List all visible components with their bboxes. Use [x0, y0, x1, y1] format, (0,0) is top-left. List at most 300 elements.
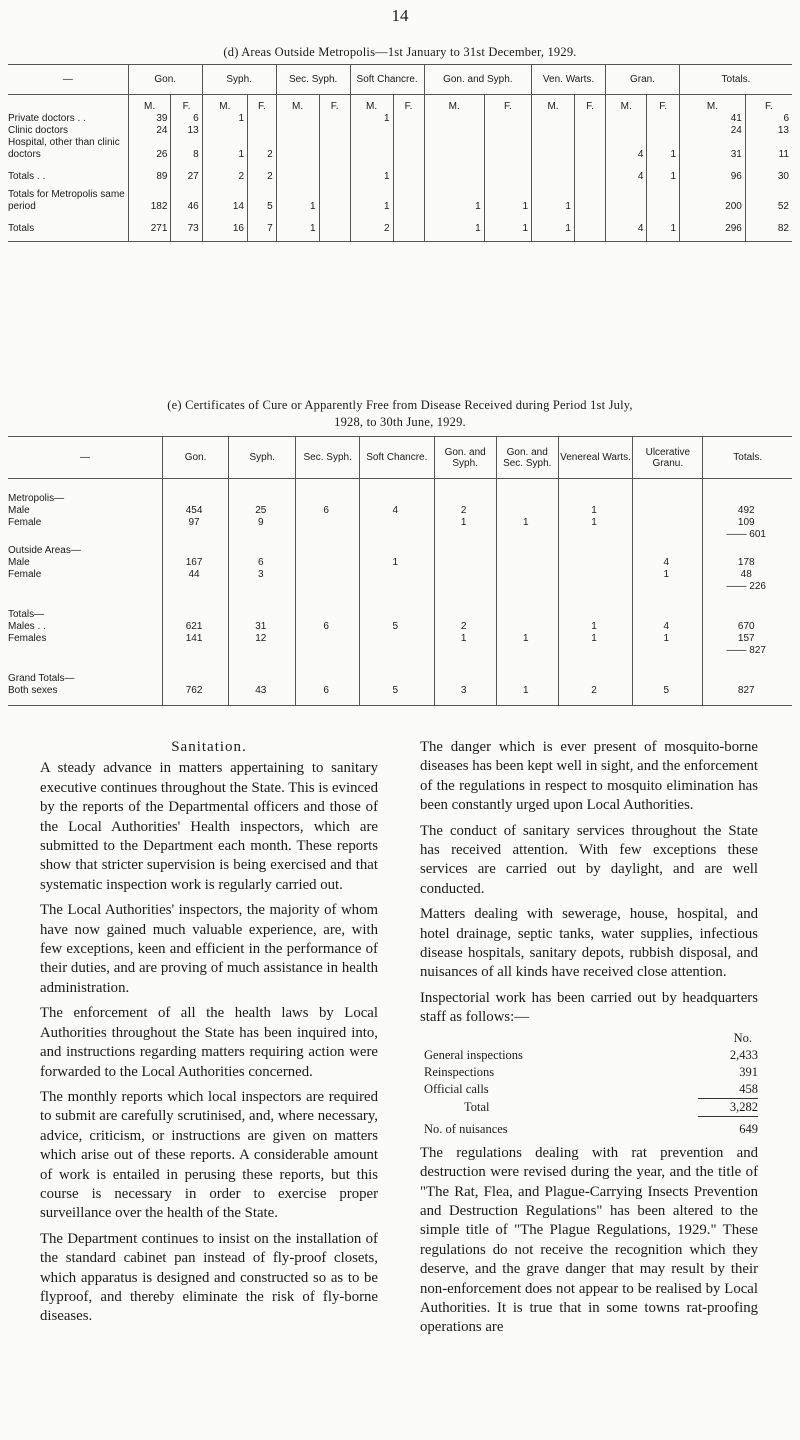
table-cell: 97	[162, 517, 228, 529]
table-cell	[229, 529, 296, 541]
table-cell: 271	[128, 213, 171, 242]
table-e-col-header: Gon.	[162, 437, 228, 479]
table-cell: 6	[296, 505, 360, 517]
row-label: Both sexes	[8, 685, 162, 706]
table-cell: 762	[162, 685, 228, 706]
table-cell	[350, 183, 393, 201]
page-number: 14	[391, 6, 409, 25]
table-row	[8, 517, 792, 529]
table-cell	[296, 645, 360, 657]
table-e-col-header: Venereal Warts.	[558, 437, 632, 479]
table-cell	[633, 657, 703, 685]
table-cell	[558, 657, 632, 685]
table-cell: 30	[745, 161, 792, 183]
table-cell	[248, 183, 277, 201]
table-cell	[532, 137, 575, 149]
table-cell	[360, 633, 435, 645]
stats-label: Reinspections	[424, 1064, 495, 1079]
table-row	[8, 505, 792, 517]
table-d-col-header: Syph.	[202, 65, 276, 95]
right-paragraph: The regulations dealing with rat prevention and destruction were revised during the year, and the title of "The Rat, Flea, and Plague-Carrying Insects Prevention and Destruction Regulations" has been altered to the simple title of "The Plague Regulations, 1929." These regulations do not receive the recognition which they deserve, and the grave danger that may result by their non-enforcement does not appear to be realised by Local Authorities. It is true that in some towns rat-proofing operations are	[420, 1144, 758, 1336]
table-cell	[360, 569, 435, 581]
stats-value: 2,433	[729, 1047, 758, 1062]
table-cell	[574, 183, 605, 201]
stats-total-value: 3,282	[698, 1099, 758, 1117]
table-cell: 6	[229, 557, 296, 569]
stats-value: 391	[739, 1064, 758, 1079]
table-cell: 2	[202, 161, 247, 183]
table-cell	[633, 593, 703, 621]
table-e-col-header: Totals.	[703, 437, 792, 479]
table-cell	[484, 149, 531, 161]
table-cell: 1	[434, 517, 496, 529]
table-e-caption-line1: (e) Certificates of Cure or Apparently Free from Disease Received during Period 1st July,	[167, 398, 633, 412]
table-cell	[484, 137, 531, 149]
table-cell: 1	[424, 201, 484, 213]
table-cell: 200	[680, 201, 746, 213]
table-cell	[574, 113, 605, 125]
table-cell	[276, 113, 319, 125]
table-e-col-header: Gon. and Syph.	[434, 437, 496, 479]
row-label: doctors	[8, 149, 41, 160]
table-cell	[633, 541, 703, 557]
table-cell	[558, 479, 632, 506]
table-cell	[424, 161, 484, 183]
table-cell	[296, 581, 360, 593]
table-cell	[162, 657, 228, 685]
stats-nuisance-value: 649	[739, 1121, 758, 1136]
table-d-col-header: Ven. Warts.	[532, 65, 606, 95]
table-cell	[647, 183, 680, 201]
table-d-caption: (d) Areas Outside Metropolis—1st January to 31st December, 1929.	[223, 45, 577, 59]
table-cell	[350, 149, 393, 161]
table-cell	[703, 541, 792, 557]
table-d-sex-header: F.	[745, 95, 792, 114]
table-row	[8, 137, 792, 149]
right-paragraph: Matters dealing with sewerage, house, hospital, and hotel drainage, septic tanks, water supplies, infectious disease hospitals, sanitary depots, rubbish disposal, and nuisances of all kinds have received close attention.	[420, 906, 758, 981]
row-label	[8, 645, 162, 657]
table-cell	[680, 183, 746, 201]
stats-value: 458	[698, 1081, 758, 1099]
table-cell: 48	[703, 569, 792, 581]
left-paragraph: The Department continues to insist on the installation of the standard cabinet pan instead of fly-proof closets, which apparatus is designed and constructed so as to be flyproof, and thereby eliminate the risk of fly-borne diseases.	[40, 1230, 378, 1325]
row-label: Male	[8, 505, 30, 516]
table-row	[8, 557, 792, 569]
table-d-sex-header: M.	[606, 95, 647, 114]
table-cell	[360, 479, 435, 506]
table-cell	[350, 137, 393, 149]
table-cell: 178	[703, 557, 792, 569]
table-cell: 1	[496, 633, 558, 645]
table-cell: 1	[633, 633, 703, 645]
table-cell: 89	[128, 161, 171, 183]
table-cell: 12	[229, 633, 296, 645]
table-cell: 96	[680, 161, 746, 183]
row-label: Hospital, other than clinic	[8, 137, 120, 148]
table-cell: 73	[171, 213, 202, 242]
stats-label: Official calls	[424, 1081, 489, 1096]
table-cell	[606, 201, 647, 213]
table-cell	[360, 645, 435, 657]
table-cell	[296, 529, 360, 541]
table-cell: 1	[484, 201, 531, 213]
table-cell	[532, 113, 575, 125]
table-cell	[647, 201, 680, 213]
table-row	[8, 569, 792, 581]
table-d-sex-header: F.	[171, 95, 202, 114]
table-cell	[574, 161, 605, 183]
table-cell: 1	[484, 213, 531, 242]
row-label: Totals	[8, 213, 128, 242]
table-d-sex-header: F.	[647, 95, 680, 114]
table-cell	[296, 557, 360, 569]
table-d-col-header: Gran.	[606, 65, 680, 95]
row-label: Totals—	[8, 609, 45, 620]
table-cell	[248, 125, 277, 137]
table-cell	[360, 593, 435, 621]
right-column	[420, 738, 758, 1344]
table-cell: 6	[296, 621, 360, 633]
table-cell	[633, 645, 703, 657]
table-d-col-header: Soft Chancre.	[350, 65, 424, 95]
table-cell	[647, 113, 680, 125]
table-e-caption-line2: 1928, to 30th June, 1929.	[334, 415, 466, 429]
table-cell	[393, 137, 424, 149]
table-row	[8, 685, 792, 706]
table-cell	[162, 581, 228, 593]
stats-row	[420, 1047, 758, 1064]
left-paragraph: The monthly reports which local inspectors are required to submit are carefully scrutinised, and, where necessary, advice, criticism, or instructions are given on matters which arise out of these reports. A considerable amount of work is entailed in perusing these reports, but this course is necessary in order to exercise proper surveillance over the health of the State.	[40, 1088, 378, 1222]
table-cell	[162, 529, 228, 541]
table-cell	[393, 149, 424, 161]
table-cell: 14	[202, 201, 247, 213]
table-cell: 13	[171, 125, 202, 137]
row-label: Totals for Metropolis same	[8, 189, 125, 200]
table-cell: 13	[745, 125, 792, 137]
table-cell: 9	[229, 517, 296, 529]
table-cell: 1	[350, 201, 393, 213]
table-cell: 492	[703, 505, 792, 517]
table-cell: 1	[276, 201, 319, 213]
table-cell	[496, 557, 558, 569]
table-cell: 82	[745, 213, 792, 242]
table-cell	[350, 125, 393, 137]
row-label: Grand Totals—	[8, 673, 75, 684]
table-cell: 6	[171, 113, 202, 125]
table-cell	[574, 201, 605, 213]
table-row	[8, 183, 792, 201]
table-d-sex-header: M.	[202, 95, 247, 114]
table-cell	[745, 183, 792, 201]
table-cell: 24	[128, 125, 171, 137]
table-cell: 1	[350, 161, 393, 183]
row-label: period	[8, 201, 36, 212]
table-cell: 1	[532, 213, 575, 242]
table-cell	[434, 581, 496, 593]
table-cell: 52	[745, 201, 792, 213]
table-cell	[229, 541, 296, 557]
table-row	[8, 113, 792, 125]
table-cell	[532, 161, 575, 183]
table-cell: 2	[248, 149, 277, 161]
table-cell	[496, 593, 558, 621]
table-d-sex-header: F.	[484, 95, 531, 114]
table-cell	[496, 529, 558, 541]
table-cell: 1	[360, 557, 435, 569]
table-cell	[558, 593, 632, 621]
table-cell	[496, 541, 558, 557]
table-cell: 109	[703, 517, 792, 529]
table-cell: 670	[703, 621, 792, 633]
table-cell	[360, 529, 435, 541]
table-cell: 5	[248, 201, 277, 213]
table-cell: 2	[434, 505, 496, 517]
table-cell: 2	[434, 621, 496, 633]
table-cell	[229, 593, 296, 621]
table-cell	[276, 149, 319, 161]
table-cell	[393, 183, 424, 201]
table-row	[8, 657, 792, 685]
row-label: Totals . .	[8, 171, 46, 182]
table-d	[8, 64, 792, 242]
table-cell: 8	[171, 149, 202, 161]
table-cell	[496, 479, 558, 506]
table-cell	[276, 161, 319, 183]
section-heading-sanitation: Sanitation.	[171, 739, 247, 755]
table-cell: 44	[162, 569, 228, 581]
left-paragraph: A steady advance in matters appertaining to sanitary executive continues throughout the State. This is evinced by the reports of the Departmental officers and those of the Local Authorities' Health inspectors, which are submitted to the Department each month. These reports show that stricter supervision is being exercised and that systematic inspection work is regularly carried out.	[40, 760, 378, 893]
table-cell	[558, 569, 632, 581]
table-cell: 2	[350, 213, 393, 242]
table-cell	[393, 113, 424, 125]
table-cell	[424, 149, 484, 161]
table-d-sex-header: M.	[424, 95, 484, 114]
table-cell	[276, 137, 319, 149]
table-d-sex-header: F.	[248, 95, 277, 114]
table-row	[8, 633, 792, 645]
row-label: Female	[8, 517, 42, 528]
table-cell	[484, 183, 531, 201]
table-e-header-row	[8, 437, 792, 479]
table-cell	[496, 505, 558, 517]
table-d-col-header: Totals.	[680, 65, 792, 95]
table-cell: 46	[171, 201, 202, 213]
table-cell: 3	[434, 685, 496, 706]
right-paragraph: The danger which is ever present of mosquito-borne diseases has been kept well in sight, and the enforcement of the regulations in respect to mosquito elimination has been constantly urged upon Local Authorities.	[420, 739, 758, 814]
table-cell: 31	[229, 621, 296, 633]
table-cell: 5	[360, 685, 435, 706]
table-d-subheader-row	[8, 95, 792, 114]
stats-total-row	[420, 1099, 758, 1117]
table-cell	[202, 183, 247, 201]
table-cell	[128, 183, 171, 201]
table-cell	[496, 569, 558, 581]
table-cell: 43	[229, 685, 296, 706]
table-row	[8, 149, 792, 161]
table-cell	[703, 593, 792, 621]
table-cell: 5	[633, 685, 703, 706]
table-row	[8, 213, 792, 242]
table-cell	[162, 593, 228, 621]
table-cell	[558, 581, 632, 593]
table-cell	[393, 125, 424, 137]
table-d-row-head: —	[8, 65, 128, 95]
table-e-row-head: —	[8, 437, 162, 479]
table-cell	[202, 137, 247, 149]
table-cell	[633, 529, 703, 541]
table-row	[8, 479, 792, 506]
table-cell	[574, 213, 605, 242]
stats-label: General inspections	[424, 1047, 523, 1062]
table-cell	[703, 479, 792, 506]
table-cell: 1	[558, 505, 632, 517]
table-cell	[606, 125, 647, 137]
table-cell: 1	[633, 569, 703, 581]
row-label: Private doctors . .	[8, 113, 86, 124]
right-paragraph: Inspectorial work has been carried out by headquarters staff as follows:—	[420, 989, 758, 1026]
stats-nuisance-label: No. of nuisances	[424, 1121, 508, 1136]
table-cell: 7	[248, 213, 277, 242]
table-cell	[484, 125, 531, 137]
table-cell: 1	[558, 633, 632, 645]
table-cell	[484, 161, 531, 183]
table-d-sex-header: M.	[532, 95, 575, 114]
table-cell: 4	[606, 213, 647, 242]
table-cell	[606, 183, 647, 201]
stats-nuisance-row	[420, 1121, 758, 1138]
table-cell	[496, 657, 558, 685]
table-cell: 1	[647, 161, 680, 183]
table-e-col-header: Gon. and Sec. Syph.	[496, 437, 558, 479]
table-cell	[680, 137, 746, 149]
table-cell: 1	[558, 517, 632, 529]
table-cell	[647, 125, 680, 137]
table-cell	[229, 581, 296, 593]
row-label: Clinic doctors	[8, 125, 69, 136]
table-cell: 31	[680, 149, 746, 161]
table-cell: 6	[745, 113, 792, 125]
table-cell: 157	[703, 633, 792, 645]
table-row	[8, 161, 792, 183]
table-cell: 182	[128, 201, 171, 213]
table-cell	[296, 657, 360, 685]
table-cell	[647, 137, 680, 149]
row-label	[8, 581, 162, 593]
table-row	[8, 201, 792, 213]
table-cell	[202, 125, 247, 137]
table-cell: 4	[606, 149, 647, 161]
table-cell	[319, 137, 350, 149]
table-cell	[296, 517, 360, 529]
table-cell: 141	[162, 633, 228, 645]
table-row	[8, 593, 792, 621]
row-label: Female	[8, 569, 42, 580]
table-cell	[424, 113, 484, 125]
table-cell	[360, 657, 435, 685]
table-row	[8, 621, 792, 633]
table-cell	[162, 645, 228, 657]
table-cell	[558, 645, 632, 657]
table-cell	[360, 517, 435, 529]
table-cell	[633, 517, 703, 529]
table-cell	[424, 137, 484, 149]
table-cell	[532, 183, 575, 201]
table-cell	[496, 581, 558, 593]
table-cell: 4	[633, 557, 703, 569]
row-label	[8, 529, 162, 541]
table-d-sex-header: M.	[680, 95, 746, 114]
table-cell	[229, 479, 296, 506]
stats-total-label: Total	[464, 1099, 490, 1114]
table-cell: —— 226	[703, 581, 792, 593]
table-cell: 4	[360, 505, 435, 517]
table-cell	[496, 621, 558, 633]
table-cell	[319, 125, 350, 137]
table-row	[8, 645, 792, 657]
table-cell	[319, 213, 350, 242]
table-cell: —— 827	[703, 645, 792, 657]
table-cell: 24	[680, 125, 746, 137]
table-cell	[162, 479, 228, 506]
table-cell: 6	[296, 685, 360, 706]
table-cell: 621	[162, 621, 228, 633]
table-d-sex-header: F.	[319, 95, 350, 114]
table-d-header-row	[8, 65, 792, 95]
table-d-sex-header: M.	[350, 95, 393, 114]
table-cell	[319, 113, 350, 125]
table-cell: 41	[680, 113, 746, 125]
table-cell	[633, 581, 703, 593]
table-cell	[296, 593, 360, 621]
table-cell: 2	[248, 161, 277, 183]
table-cell	[162, 541, 228, 557]
table-cell	[484, 113, 531, 125]
table-d-blank	[8, 95, 128, 114]
table-cell: 25	[229, 505, 296, 517]
table-cell	[434, 645, 496, 657]
table-cell	[296, 569, 360, 581]
table-cell	[633, 505, 703, 517]
table-cell	[319, 201, 350, 213]
table-d-sex-header: F.	[574, 95, 605, 114]
table-cell	[393, 213, 424, 242]
table-cell	[296, 541, 360, 557]
left-paragraph: The Local Authorities' inspectors, the majority of whom have now gained much valuable experience, are, with few exceptions, keen and efficient in the performance of their duties, and are proving of much assistance in health administration.	[40, 902, 378, 996]
table-cell	[558, 529, 632, 541]
table-e-col-header: Ulcerative Granu.	[633, 437, 703, 479]
table-cell: 1	[434, 633, 496, 645]
table-cell	[424, 125, 484, 137]
table-cell: 1	[532, 201, 575, 213]
table-cell	[248, 113, 277, 125]
table-cell	[171, 137, 202, 149]
table-e-col-header: Syph.	[229, 437, 296, 479]
table-cell	[171, 183, 202, 201]
table-cell: 1	[496, 517, 558, 529]
left-column	[40, 738, 378, 1333]
table-cell: 1	[202, 149, 247, 161]
table-cell: 4	[633, 621, 703, 633]
table-cell: 11	[745, 149, 792, 161]
table-cell: 39	[128, 113, 171, 125]
table-cell	[532, 125, 575, 137]
table-cell	[360, 541, 435, 557]
table-cell: 1	[647, 149, 680, 161]
table-cell	[276, 125, 319, 137]
table-cell	[248, 137, 277, 149]
table-cell	[532, 149, 575, 161]
table-cell	[434, 557, 496, 569]
